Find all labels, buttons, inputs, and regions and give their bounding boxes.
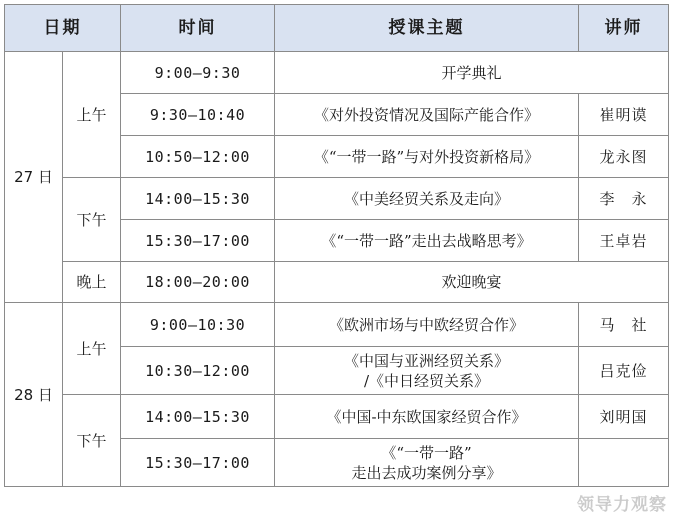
- topic-cell: 开学典礼: [275, 52, 669, 94]
- lecturer-cell: 马 社: [579, 303, 669, 347]
- topic-cell: 欢迎晚宴: [275, 262, 669, 303]
- header-topic: 授课主题: [275, 5, 579, 52]
- period-label: 上午: [63, 303, 121, 395]
- table-row: [5, 262, 669, 303]
- lecturer-cell: 龙永图: [579, 136, 669, 178]
- lecturer-cell: 王卓岩: [579, 220, 669, 262]
- header-row: [5, 5, 669, 52]
- topic-line: 走出去成功案例分享》: [351, 463, 502, 482]
- table-row: [5, 395, 669, 439]
- table-row: [5, 178, 669, 220]
- time-cell: 10:50—12:00: [121, 136, 275, 178]
- lecturer-cell: 吕克俭: [579, 347, 669, 395]
- time-cell: 15:30—17:00: [121, 439, 275, 487]
- period-label: 上午: [63, 52, 121, 178]
- time-cell: 14:00—15:30: [121, 395, 275, 439]
- schedule-table: [4, 4, 669, 487]
- topic-line: /《中日经贸关系》: [363, 371, 490, 390]
- topic-cell: [275, 439, 579, 487]
- day-label: 27 日: [5, 52, 63, 303]
- period-label: 晚上: [63, 262, 121, 303]
- table-row: [5, 52, 669, 94]
- lecturer-cell: 李 永: [579, 178, 669, 220]
- time-cell: 10:30—12:00: [121, 347, 275, 395]
- time-cell: 15:30—17:00: [121, 220, 275, 262]
- watermark-text: 领导力观察: [577, 495, 667, 515]
- topic-line: 《“一带一路”: [381, 443, 472, 462]
- lecturer-cell: [579, 439, 669, 487]
- table-row: [5, 303, 669, 347]
- lecturer-cell: 刘明国: [579, 395, 669, 439]
- header-date: 日期: [5, 5, 121, 52]
- header-time: 时间: [121, 5, 275, 52]
- topic-cell: 《中国-中东欧国家经贸合作》: [275, 395, 579, 439]
- topic-cell: [275, 347, 579, 395]
- topic-cell: 《欧洲市场与中欧经贸合作》: [275, 303, 579, 347]
- lecturer-cell: 崔明谟: [579, 94, 669, 136]
- time-cell: 9:30—10:40: [121, 94, 275, 136]
- period-label: 下午: [63, 395, 121, 487]
- time-cell: 18:00—20:00: [121, 262, 275, 303]
- topic-cell: 《“一带一路”走出去战略思考》: [275, 220, 579, 262]
- header-lecturer: 讲师: [579, 5, 669, 52]
- time-cell: 9:00—10:30: [121, 303, 275, 347]
- topic-cell: 《中美经贸关系及走向》: [275, 178, 579, 220]
- topic-cell: 《“一带一路”与对外投资新格局》: [275, 136, 579, 178]
- time-cell: 14:00—15:30: [121, 178, 275, 220]
- day-label: 28 日: [5, 303, 63, 487]
- time-cell: 9:00—9:30: [121, 52, 275, 94]
- period-label: 下午: [63, 178, 121, 262]
- topic-cell: 《对外投资情况及国际产能合作》: [275, 94, 579, 136]
- watermark: [577, 495, 667, 515]
- topic-line: 《中国与亚洲经贸关系》: [343, 351, 509, 370]
